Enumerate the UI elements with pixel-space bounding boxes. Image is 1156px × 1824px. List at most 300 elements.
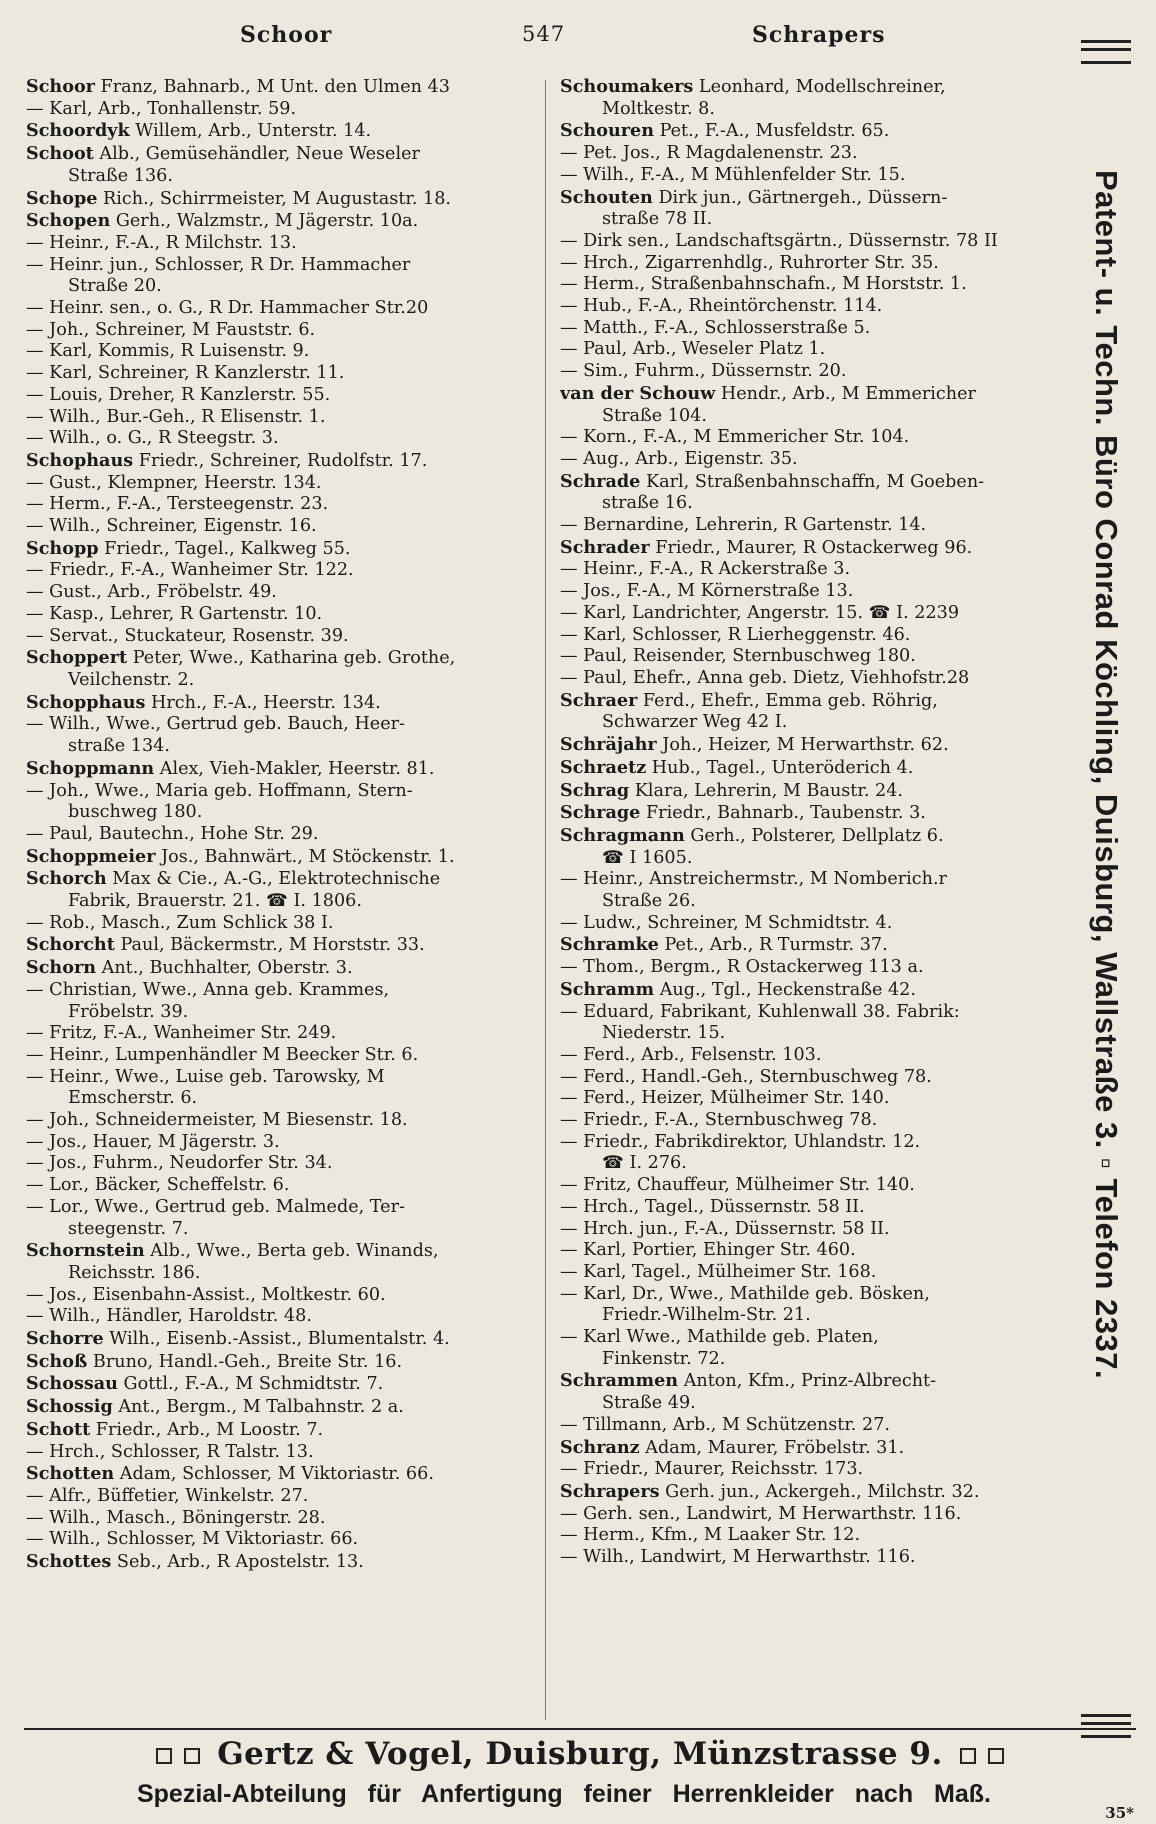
entry-text: — Wilh., Bur.-Geh., R Elisenstr. 1. xyxy=(26,406,326,427)
entry-text: — Friedr., F.-A., Wanheimer Str. 122. xyxy=(26,560,354,581)
directory-subentry xyxy=(26,1175,536,1197)
entry-continuation xyxy=(26,891,536,913)
directory-entry xyxy=(26,1240,536,1263)
directory-entry xyxy=(26,1351,536,1374)
directory-subentry xyxy=(560,1240,1058,1262)
directory-entry xyxy=(26,758,536,781)
entry-continuation xyxy=(560,1349,1058,1371)
entry-surname: Schopp xyxy=(26,537,99,559)
directory-entry xyxy=(26,647,536,670)
entry-text: Joh., Heizer, M Herwarthstr. 62. xyxy=(656,735,949,756)
entry-continuation xyxy=(560,712,1058,734)
directory-subentry xyxy=(26,1285,536,1307)
entry-text: — Wilh., o. G., R Steegstr. 3. xyxy=(26,428,279,449)
entry-surname: Schorre xyxy=(26,1328,104,1350)
directory-subentry xyxy=(26,626,536,648)
entry-text: — Karl, Schreiner, R Kanzlerstr. 11. xyxy=(26,363,345,384)
entry-text: — Bernardine, Lehrerin, R Gartenstr. 14. xyxy=(560,515,927,536)
directory-subentry xyxy=(560,1110,1058,1132)
directory-subentry xyxy=(560,449,1058,471)
directory-subentry xyxy=(560,869,1058,891)
entry-text: Friedr., Arb., M Loostr. 7. xyxy=(90,1419,324,1440)
entry-text: — Karl, Kommis, R Luisenstr. 9. xyxy=(26,341,310,362)
entry-text: Hub., Tagel., Unteröderich 4. xyxy=(646,757,914,778)
entry-continuation xyxy=(560,209,1058,231)
footer-rule xyxy=(24,1728,1136,1730)
entry-surname: Schopen xyxy=(26,210,111,232)
directory-subentry xyxy=(26,1067,536,1089)
entry-text: — Jos., F.-A., M Körnerstraße 13. xyxy=(560,581,854,602)
entry-text: Hrch., F.-A., Heerstr. 134. xyxy=(145,692,381,713)
entry-text: — Herm., Straßenbahnschafn., M Horststr. 1. xyxy=(560,274,967,295)
directory-entry xyxy=(560,1437,1058,1460)
entry-text: — Paul, Arb., Weseler Platz 1. xyxy=(560,339,826,360)
directory-subentry xyxy=(560,231,1058,253)
directory-entry xyxy=(560,537,1058,560)
entry-surname: Schorn xyxy=(26,957,97,979)
directory-subentry xyxy=(560,427,1058,449)
entry-surname: Schottes xyxy=(26,1551,112,1573)
entry-continuation xyxy=(26,276,536,298)
running-head-left: Schoor xyxy=(240,22,333,48)
directory-entry xyxy=(26,76,536,99)
entry-surname: van der Schouw xyxy=(560,382,716,404)
entry-surname: Schoß xyxy=(26,1350,88,1372)
directory-entry xyxy=(26,143,536,166)
page-number: 547 xyxy=(522,22,566,46)
entry-text: — Wilh., Wwe., Gertrud geb. Bauch, Heer- xyxy=(26,714,405,735)
entry-text: Pet., Arb., R Turmstr. 37. xyxy=(658,935,888,956)
directory-subentry xyxy=(560,1459,1058,1481)
entry-text: Alb., Wwe., Berta geb. Winands, xyxy=(144,1241,439,1262)
entry-text: Alex, Vieh-Makler, Heerstr. 81. xyxy=(154,758,435,779)
entry-text: Straße 26. xyxy=(602,891,696,912)
directory-subentry xyxy=(560,603,1058,625)
entry-text: Reichsstr. 186. xyxy=(68,1262,201,1283)
directory-subentry xyxy=(26,1442,536,1464)
entry-text: — Tillmann, Arb., M Schützenstr. 27. xyxy=(560,1414,890,1435)
entry-text: straße 16. xyxy=(602,493,693,514)
directory-subentry xyxy=(26,1132,536,1154)
entry-text: Finkenstr. 72. xyxy=(602,1348,726,1369)
entry-text: — Hub., F.-A., Rheintörchenstr. 114. xyxy=(560,296,883,317)
entry-text: — Paul, Reisender, Sternbuschweg 180. xyxy=(560,646,916,667)
entry-surname: Schramm xyxy=(560,978,655,1000)
directory-subentry xyxy=(560,253,1058,275)
entry-continuation xyxy=(26,802,536,824)
entry-surname: Schoppmann xyxy=(26,757,155,779)
entry-text: Seb., Arb., R Apostelstr. 13. xyxy=(111,1552,364,1573)
entry-text: — Lor., Bäcker, Scheffelstr. 6. xyxy=(26,1175,290,1196)
entry-surname: Schrag xyxy=(560,779,630,801)
entry-text: — Karl, Tagel., Mülheimer Str. 168. xyxy=(560,1261,877,1282)
directory-subentry xyxy=(26,824,536,846)
entry-text: — Pet. Jos., R Magdalenenstr. 23. xyxy=(560,143,858,164)
directory-subentry xyxy=(26,714,536,736)
entry-surname: Schouten xyxy=(560,186,653,208)
directory-subentry xyxy=(560,1262,1058,1284)
directory-entry xyxy=(26,934,536,957)
entry-surname: Schoordyk xyxy=(26,120,130,142)
entry-text: — Karl, Schlosser, R Lierheggenstr. 46. xyxy=(560,624,911,645)
directory-entry xyxy=(560,734,1058,757)
entry-continuation xyxy=(26,1002,536,1024)
entry-text: Fabrik, Brauerstr. 21. ☎ I. 1806. xyxy=(68,891,362,912)
entry-text: buschweg 180. xyxy=(68,802,203,823)
entry-surname: Schrade xyxy=(560,470,641,492)
entry-continuation xyxy=(26,1088,536,1110)
directory-subentry xyxy=(560,1197,1058,1219)
entry-text: Ant., Bergm., M Talbahnstr. 2 a. xyxy=(112,1397,404,1418)
entry-text: Franz, Bahnarb., M Unt. den Ulmen 43 xyxy=(94,77,450,97)
directory-entry xyxy=(560,76,1058,99)
entry-text: — Hrch. jun., F.-A., Düssernstr. 58 II. xyxy=(560,1218,890,1239)
directory-subentry xyxy=(560,1327,1058,1349)
entry-text: Niederstr. 15. xyxy=(602,1023,726,1044)
entry-text: Adam, Schlosser, M Viktoriastr. 66. xyxy=(114,1464,434,1485)
right-column xyxy=(560,76,1058,1569)
directory-subentry xyxy=(26,473,536,495)
directory-subentry xyxy=(560,646,1058,668)
footer-ad-line2: Spezial-Abteilung für Anfertigung feiner Herrenkleider nach Maß. xyxy=(136,1780,991,1808)
directory-subentry xyxy=(26,494,536,516)
entry-text: — Lor., Wwe., Gertrud geb. Malmede, Ter- xyxy=(26,1196,405,1217)
entry-text: straße 134. xyxy=(68,736,170,757)
entry-text: Straße 136. xyxy=(68,165,173,186)
directory-subentry xyxy=(560,1547,1058,1569)
entry-surname: Schophaus xyxy=(26,449,134,471)
entry-text: Ferd., Ehefr., Emma geb. Röhrig, xyxy=(637,690,938,711)
entry-text: — Karl, Dr., Wwe., Mathilde geb. Bösken, xyxy=(560,1283,930,1304)
entry-text: — Ferd., Handl.-Geh., Sternbuschweg 78. xyxy=(560,1066,932,1087)
directory-subentry xyxy=(26,385,536,407)
entry-continuation xyxy=(26,736,536,758)
entry-text: Adam, Maurer, Fröbelstr. 31. xyxy=(639,1437,905,1458)
directory-subentry xyxy=(26,1023,536,1045)
entry-continuation xyxy=(560,891,1058,913)
square-ornament-icon xyxy=(960,1748,976,1764)
entry-continuation xyxy=(560,1305,1058,1327)
directory-entry xyxy=(26,120,536,143)
directory-entry xyxy=(560,802,1058,825)
entry-text: — Heinr., Wwe., Luise geb. Tarowsky, M xyxy=(26,1066,385,1087)
entry-text: Karl, Straßenbahnschaffn, M Goeben- xyxy=(640,471,985,492)
directory-subentry xyxy=(560,1219,1058,1241)
entry-text: — Alfr., Büffetier, Winkelstr. 27. xyxy=(26,1486,309,1506)
entry-text: — Aug., Arb., Eigenstr. 35. xyxy=(560,448,798,469)
directory-subentry xyxy=(560,1525,1058,1547)
side-ad-ornament-top xyxy=(1081,40,1131,64)
entry-text: Klara, Lehrerin, M Baustr. 24. xyxy=(629,780,904,801)
entry-continuation xyxy=(560,848,1058,870)
entry-text: — Heinr. jun., Schlosser, R Dr. Hammacher xyxy=(26,254,411,275)
directory-entry xyxy=(560,383,1058,406)
entry-continuation xyxy=(560,1393,1058,1415)
entry-surname: Schräjahr xyxy=(560,734,657,756)
entry-text: — Wilh., Schreiner, Eigenstr. 16. xyxy=(26,516,317,537)
directory-subentry xyxy=(26,1110,536,1132)
entry-text: Schwarzer Weg 42 I. xyxy=(602,712,788,733)
directory-entry xyxy=(26,1419,536,1442)
directory-subentry xyxy=(26,341,536,363)
entry-text: — Wilh., F.-A., M Mühlenfelder Str. 15. xyxy=(560,164,906,185)
entry-surname: Schoor xyxy=(26,76,95,97)
entry-text: — Karl, Arb., Tonhallenstr. 59. xyxy=(26,98,297,119)
directory-subentry xyxy=(26,781,536,803)
entry-continuation xyxy=(26,1219,536,1241)
entry-text: Willem, Arb., Unterstr. 14. xyxy=(129,121,372,142)
directory-subentry xyxy=(560,1088,1058,1110)
entry-text: — Wilh., Masch., Böningerstr. 28. xyxy=(26,1507,326,1528)
signature-mark: 35* xyxy=(1105,1804,1134,1822)
directory-entry xyxy=(560,979,1058,1002)
entry-text: — Gust., Arb., Fröbelstr. 49. xyxy=(26,582,277,603)
entry-text: — Gerh. sen., Landwirt, M Herwarthstr. 116. xyxy=(560,1503,962,1524)
directory-subentry xyxy=(560,274,1058,296)
entry-text: Friedr., Schreiner, Rudolfstr. 17. xyxy=(133,450,428,471)
directory-subentry xyxy=(26,913,536,935)
entry-text: ☎ I. 276. xyxy=(602,1153,687,1174)
directory-subentry xyxy=(26,1306,536,1328)
directory-subentry xyxy=(26,407,536,429)
entry-continuation xyxy=(560,406,1058,428)
entry-text: Peter, Wwe., Katharina geb. Grothe, xyxy=(127,648,456,669)
entry-continuation xyxy=(26,166,536,188)
directory-entry xyxy=(26,210,536,233)
entry-text: Fröbelstr. 39. xyxy=(68,1001,189,1022)
entry-surname: Schoot xyxy=(26,143,94,165)
entry-text: steegenstr. 7. xyxy=(68,1218,189,1239)
directory-subentry xyxy=(560,515,1058,537)
entry-text: Jos., Bahnwärt., M Stöckenstr. 1. xyxy=(155,846,455,867)
entry-text: Alb., Gemüsehändler, Neue Weseler xyxy=(93,144,420,165)
entry-text: — Herm., F.-A., Tersteegenstr. 23. xyxy=(26,494,329,515)
entry-text: — Paul, Ehefr., Anna geb. Dietz, Viehhofstr.28 xyxy=(560,667,970,688)
entry-surname: Schope xyxy=(26,187,98,209)
entry-text: — Herm., Kfm., M Laaker Str. 12. xyxy=(560,1525,861,1546)
directory-entry xyxy=(26,692,536,715)
entry-text: — Hrch., Zigarrenhdlg., Ruhrorter Str. 35. xyxy=(560,252,939,273)
directory-entry xyxy=(560,825,1058,848)
entry-surname: Schorch xyxy=(26,868,107,890)
entry-text: — Karl, Landrichter, Angerstr. 15. ☎ I. 2239 xyxy=(560,602,960,623)
entry-text: — Jos., Fuhrm., Neudorfer Str. 34. xyxy=(26,1153,333,1174)
entry-text: — Karl, Portier, Ehinger Str. 460. xyxy=(560,1240,856,1261)
entry-text: Rich., Schirrmeister, M Augustastr. 18. xyxy=(97,188,452,209)
directory-entry xyxy=(26,1463,536,1486)
entry-text: — Kasp., Lehrer, R Gartenstr. 10. xyxy=(26,603,323,624)
entry-text: Veilchenstr. 2. xyxy=(68,669,195,690)
directory-entry xyxy=(26,846,536,869)
directory-subentry xyxy=(26,516,536,538)
entry-surname: Schrage xyxy=(560,802,641,824)
directory-entry xyxy=(560,1481,1058,1504)
entry-text: Friedr., Maurer, R Ostackerweg 96. xyxy=(649,537,973,558)
entry-surname: Schoppmeier xyxy=(26,845,156,867)
left-column xyxy=(26,76,536,1574)
directory-subentry xyxy=(560,143,1058,165)
directory-entry xyxy=(26,188,536,211)
entry-surname: Schrader xyxy=(560,536,650,558)
entry-continuation xyxy=(26,1263,536,1285)
directory-subentry xyxy=(26,255,536,277)
directory-subentry xyxy=(560,957,1058,979)
entry-text: Friedr., Bahnarb., Taubenstr. 3. xyxy=(640,803,926,824)
entry-text: — Wilh., Schlosser, M Viktoriastr. 66. xyxy=(26,1529,359,1550)
directory-entry xyxy=(26,1373,536,1396)
directory-subentry xyxy=(26,1197,536,1219)
entry-text: — Joh., Schreiner, M Fauststr. 6. xyxy=(26,319,316,340)
entry-continuation xyxy=(560,1153,1058,1175)
entry-text: ☎ I 1605. xyxy=(602,847,693,868)
directory-entry xyxy=(560,187,1058,210)
directory-subentry xyxy=(560,559,1058,581)
directory-subentry xyxy=(26,560,536,582)
directory-subentry xyxy=(26,1153,536,1175)
entry-text: — Heinr., Anstreichermstr., M Nomberich.r xyxy=(560,869,947,890)
entry-text: Pet., F.-A., Musfeldstr. 65. xyxy=(654,121,890,142)
entry-text: Gerh., Polsterer, Dellplatz 6. xyxy=(684,825,944,846)
entry-text: — Heinr., F.-A., R Milchstr. 13. xyxy=(26,232,297,253)
directory-entry xyxy=(560,934,1058,957)
entry-text: — Joh., Schneidermeister, M Biesenstr. 18. xyxy=(26,1110,408,1131)
entry-surname: Schouren xyxy=(560,120,654,142)
entry-text: Gottl., F.-A., M Schmidtstr. 7. xyxy=(117,1374,384,1395)
directory-subentry xyxy=(560,318,1058,340)
directory-subentry xyxy=(26,298,536,320)
entry-text: — Ferd., Heizer, Mülheimer Str. 140. xyxy=(560,1088,890,1109)
directory-subentry xyxy=(26,1045,536,1067)
entry-text: Ant., Buchhalter, Oberstr. 3. xyxy=(96,958,353,979)
entry-text: Wilh., Eisenb.-Assist., Blumentalstr. 4. xyxy=(103,1329,450,1350)
entry-text: Max & Cie., A.-G., Elektrotechnische xyxy=(106,869,441,890)
directory-entry xyxy=(26,1396,536,1419)
directory-subentry xyxy=(560,361,1058,383)
entry-text: — Hrch., Tagel., Düssernstr. 58 II. xyxy=(560,1196,865,1217)
entry-surname: Schraetz xyxy=(560,756,647,778)
square-ornament-icon xyxy=(988,1748,1004,1764)
entry-text: — Servat., Stuckateur, Rosenstr. 39. xyxy=(26,625,349,646)
entry-text: Emscherstr. 6. xyxy=(68,1088,198,1109)
directory-subentry xyxy=(560,165,1058,187)
directory-subentry xyxy=(560,1132,1058,1154)
entry-text: — Matth., F.-A., Schlosserstraße 5. xyxy=(560,317,871,338)
entry-text: — Korn., F.-A., M Emmericher Str. 104. xyxy=(560,427,910,448)
entry-continuation xyxy=(26,670,536,692)
entry-surname: Schramke xyxy=(560,934,659,956)
entry-text: — Dirk sen., Landschaftsgärtn., Düssernstr. 78 II xyxy=(560,230,998,251)
entry-surname: Schragmann xyxy=(560,824,685,846)
directory-subentry xyxy=(26,1486,536,1508)
entry-text: — Thom., Bergm., R Ostackerweg 113 a. xyxy=(560,957,924,978)
entry-text: — Wilh., Landwirt, M Herwarthstr. 116. xyxy=(560,1547,916,1568)
entry-text: Straße 20. xyxy=(68,276,162,297)
running-head-right: Schrapers xyxy=(752,22,886,48)
footer-ad-text1: Gertz & Vogel, Duisburg, Münzstrasse 9. xyxy=(217,1736,943,1772)
directory-entry xyxy=(26,1551,536,1574)
directory-subentry xyxy=(560,1284,1058,1306)
directory-entry xyxy=(26,538,536,561)
entry-text: Hendr., Arb., M Emmericher xyxy=(715,383,976,404)
entry-surname: Schranz xyxy=(560,1436,640,1458)
entry-text: Gerh. jun., Ackergeh., Milchstr. 32. xyxy=(659,1482,980,1502)
entry-surname: Schossau xyxy=(26,1373,118,1395)
entry-text: Gerh., Walzmstr., M Jägerstr. 10a. xyxy=(110,211,419,232)
entry-text: Aug., Tgl., Heckenstraße 42. xyxy=(654,979,916,1000)
entry-text: — Sim., Fuhrm., Düssernstr. 20. xyxy=(560,361,847,382)
entry-continuation xyxy=(560,493,1058,515)
directory-entry xyxy=(26,957,536,980)
entry-text: — Jos., Hauer, M Jägerstr. 3. xyxy=(26,1131,280,1152)
entry-continuation xyxy=(560,1023,1058,1045)
square-ornament-icon xyxy=(156,1748,172,1764)
directory-subentry xyxy=(560,339,1058,361)
entry-surname: Schopphaus xyxy=(26,691,146,713)
column-divider xyxy=(545,80,546,1720)
entry-text: — Wilh., Händler, Haroldstr. 48. xyxy=(26,1306,312,1327)
entry-text: — Heinr. sen., o. G., R Dr. Hammacher Str.20 xyxy=(26,298,429,319)
directory-entry xyxy=(26,450,536,473)
entry-text: — Joh., Wwe., Maria geb. Hoffmann, Stern- xyxy=(26,780,413,801)
entry-text: Anton, Kfm., Prinz-Albrecht- xyxy=(678,1371,937,1392)
side-ad-text: Patent- u. Techn. Büro Conrad Köchling, Duisburg, Wallstraße 3. ▫ Telefon 2337. xyxy=(1089,170,1124,1380)
entry-surname: Schoumakers xyxy=(560,76,694,97)
entry-text: Leonhard, Modellschreiner, xyxy=(693,77,946,97)
directory-subentry xyxy=(26,604,536,626)
entry-surname: Schornstein xyxy=(26,1240,145,1262)
entry-text: Paul, Bäckermstr., M Horststr. 33. xyxy=(114,935,425,956)
entry-text: — Fritz, Chauffeur, Mülheimer Str. 140. xyxy=(560,1175,915,1196)
directory-entry xyxy=(26,868,536,891)
directory-subentry xyxy=(560,1067,1058,1089)
entry-text: Straße 49. xyxy=(602,1393,696,1414)
entry-surname: Schrammen xyxy=(560,1370,679,1392)
directory-subentry xyxy=(26,99,536,121)
entry-text: — Hrch., Schlosser, R Talstr. 13. xyxy=(26,1441,314,1462)
entry-text: Bruno, Handl.-Geh., Breite Str. 16. xyxy=(87,1351,403,1372)
directory-subentry xyxy=(26,1529,536,1551)
entry-surname: Schorcht xyxy=(26,934,115,956)
entry-continuation xyxy=(560,99,1058,121)
entry-text: — Fritz, F.-A., Wanheimer Str. 249. xyxy=(26,1023,337,1044)
footer-ad-line1 xyxy=(24,1736,1136,1772)
square-ornament-icon xyxy=(184,1748,200,1764)
directory-subentry xyxy=(560,296,1058,318)
entry-text: — Louis, Dreher, R Kanzlerstr. 55. xyxy=(26,384,331,405)
directory-entry xyxy=(560,1370,1058,1393)
directory-entry xyxy=(560,471,1058,494)
directory-subentry xyxy=(26,363,536,385)
directory-subentry xyxy=(560,668,1058,690)
directory-subentry xyxy=(560,1002,1058,1024)
directory-subentry xyxy=(560,913,1058,935)
entry-text: — Ferd., Arb., Felsenstr. 103. xyxy=(560,1044,822,1065)
entry-text: — Jos., Eisenbahn-Assist., Moltkestr. 60. xyxy=(26,1284,386,1305)
entry-surname: Schossig xyxy=(26,1396,113,1418)
directory-subentry xyxy=(560,625,1058,647)
entry-text: Friedr.-Wilhelm-Str. 21. xyxy=(602,1305,811,1326)
entry-text: Dirk jun., Gärtnergeh., Düssern- xyxy=(652,187,948,208)
directory-subentry xyxy=(560,1504,1058,1526)
directory-entry xyxy=(560,780,1058,803)
directory-entry xyxy=(26,1328,536,1351)
entry-text: Friedr., Tagel., Kalkweg 55. xyxy=(98,538,351,559)
entry-surname: Schoppert xyxy=(26,647,128,669)
entry-surname: Schotten xyxy=(26,1463,115,1485)
side-advertisement xyxy=(1075,40,1137,1738)
directory-subentry xyxy=(26,320,536,342)
entry-text: — Gust., Klempner, Heerstr. 134. xyxy=(26,472,322,493)
